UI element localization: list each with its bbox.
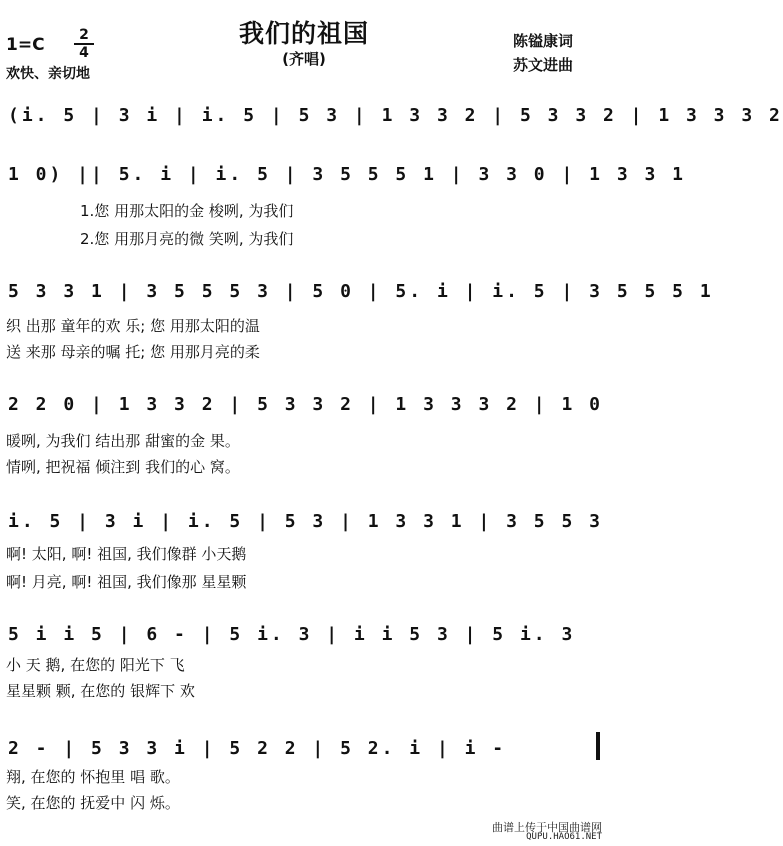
- score-row-4: [0, 388, 608, 483]
- footer-site-url: QUPU.HAO61.NET: [526, 832, 602, 842]
- lyrics-row-3-verse-2: 送 来那 母亲的嘱 托; 您 用那月亮的柔: [6, 343, 260, 361]
- composer-credit: 苏文进曲: [513, 56, 574, 74]
- song-title: 我们的祖国: [238, 19, 369, 48]
- score-row-2: [0, 158, 687, 253]
- lyricist-credit: 陈镒康词: [513, 32, 574, 50]
- notes-row-7: 2 - | 5 3 3 i | 5 2 2 | 5 2. i | i -: [8, 738, 507, 759]
- notes-row-1: (i. 5 | 3 i | i. 5 | 5 3 | 1 3 3 2 | 5 3 3 2 | 1 3 3 3 2: [8, 105, 783, 126]
- lyrics-row-7-verse-1: 翔, 在您的 怀抱里 唱 歌。: [6, 768, 180, 786]
- lyrics-row-2-verse-2: 2.您 用那月亮的微 笑咧, 为我们: [80, 230, 294, 248]
- time-signature-top: 2: [79, 27, 89, 43]
- notes-row-2: 1 0) || 5. i | i. 5 | 3 5 5 5 1 | 3 3 0 | 1 3 3 1: [8, 164, 687, 185]
- footer-site-name: 曲谱上传于中国曲谱网: [492, 821, 602, 834]
- lyrics-row-4-verse-2: 情咧, 把祝福 倾注到 我们的心 窝。: [6, 458, 240, 476]
- lyrics-row-3-verse-1: 织 出那 童年的欢 乐; 您 用那太阳的温: [6, 317, 260, 335]
- score-row-3: [0, 275, 714, 370]
- score-row-6: [0, 618, 608, 713]
- notes-row-6: 5 i i 5 | 6 - | 5 i. 3 | i i 5 3 | 5 i. 3: [8, 624, 576, 645]
- key-signature: 1=C: [6, 35, 45, 55]
- score-row-7: [0, 732, 608, 827]
- lyrics-row-4-verse-1: 暖咧, 为我们 结出那 甜蜜的金 果。: [6, 432, 240, 450]
- tempo-marking: 欢快、亲切地: [6, 66, 90, 82]
- notes-row-4: 2 2 0 | 1 3 3 2 | 5 3 3 2 | 1 3 3 3 2 | 1 0: [8, 394, 603, 415]
- lyrics-row-6-verse-2: 星星颗 颗, 在您的 银辉下 欢: [6, 682, 195, 700]
- lyrics-row-6-verse-1: 小 天 鹅, 在您的 阳光下 飞: [6, 656, 185, 674]
- notes-row-3: 5 3 3 1 | 3 5 5 5 3 | 5 0 | 5. i | i. 5 | 3 5 5 5 1: [8, 281, 714, 302]
- lyrics-row-7-verse-2: 笑, 在您的 抚爱中 闪 烁。: [6, 794, 180, 812]
- song-subtitle: (齐唱): [282, 50, 326, 68]
- lyrics-row-5-verse-2: 啊! 月亮, 啊! 祖国, 我们像那 星星颗: [6, 573, 247, 591]
- notes-row-5: i. 5 | 3 i | i. 5 | 5 3 | 1 3 3 1 | 3 5 5 3: [8, 511, 603, 532]
- final-double-barline: [596, 732, 600, 760]
- score-row-5: [0, 505, 608, 600]
- time-signature: [74, 28, 94, 60]
- lyrics-row-2-verse-1: 1.您 用那太阳的金 梭咧, 为我们: [80, 202, 294, 220]
- time-signature-bottom: 4: [79, 45, 89, 61]
- lyrics-row-5-verse-1: 啊! 太阳, 啊! 祖国, 我们像群 小天鹅: [6, 545, 247, 563]
- score-row-1: [0, 95, 783, 135]
